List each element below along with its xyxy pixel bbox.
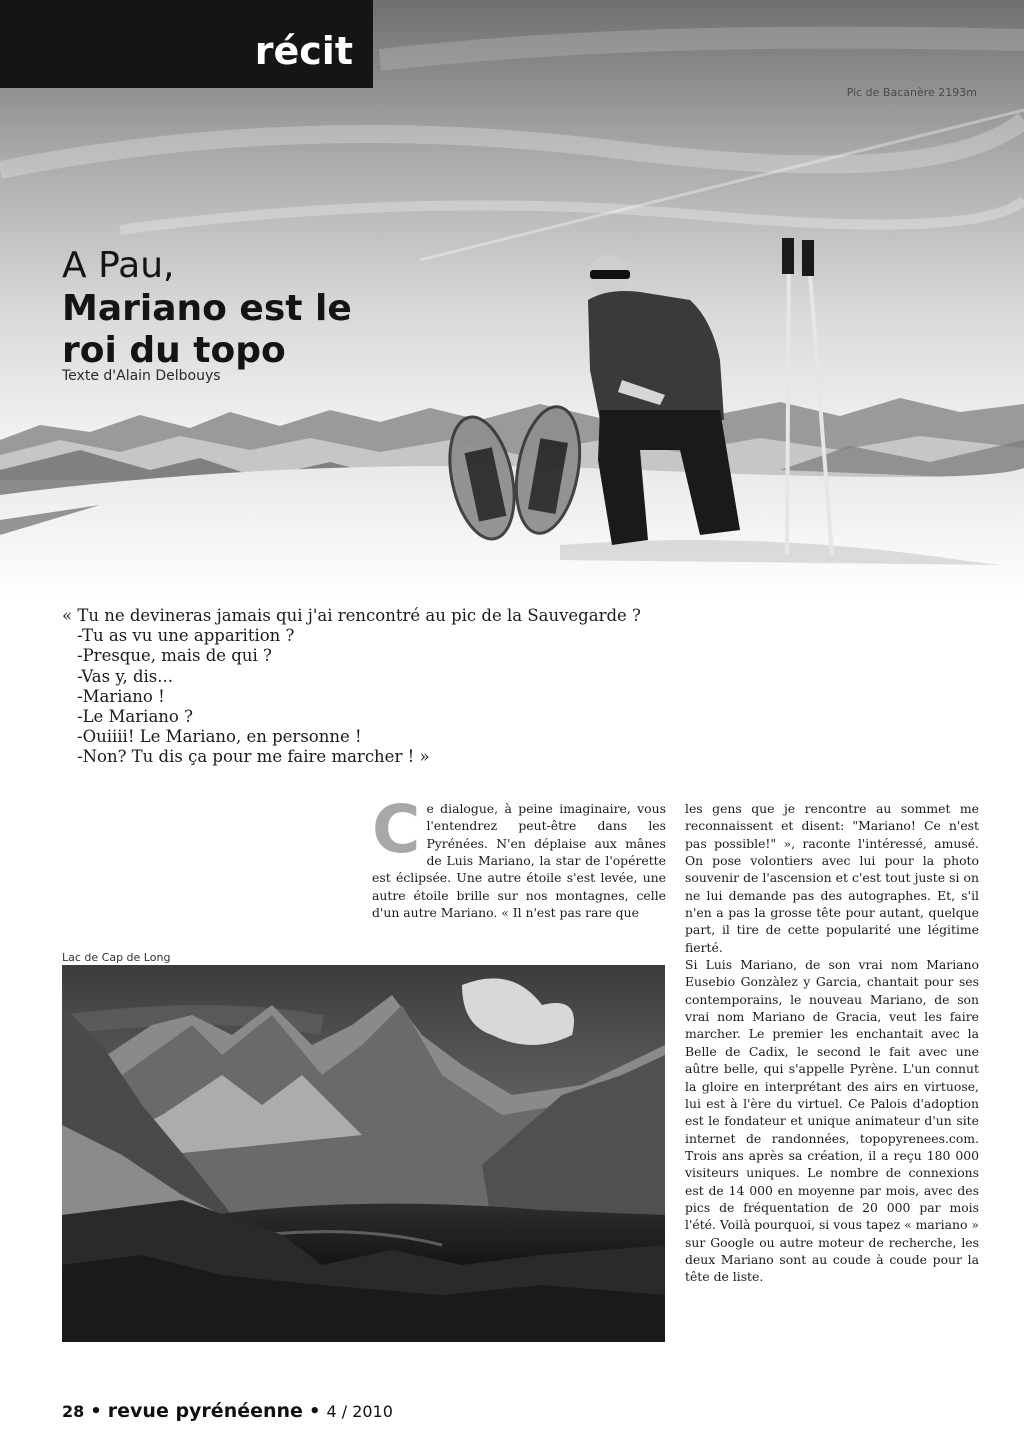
headline-line-3: roi du topo [62,330,286,371]
article-paragraph: les gens que je rencontre au sommet me reconnaissent et disent: "Mariano! Ce n'est pas possible!" », raconte l'intéressé, amusé. On pose volontiers avec lui pour la photo souvenir de l'ascension et c'est tout juste si on ne lui demande pas des autographes. Et, s'il n'en a pas la grosse tête pour autant, quelque part, il tire de cette popularité une légitime fierté. [685,801,979,955]
section-tab [0,0,373,88]
dialogue-line: -Presque, mais de qui ? [77,646,272,666]
dialogue-line: -Vas y, dis... [77,666,173,686]
section-label: récit [254,29,353,73]
dialogue-line: -Tu as vu une apparition ? [77,626,295,646]
article-text-col1: e dialogue, à peine imaginaire, vous l'entendrez peut-être dans les Pyrénées. N'en déplaise aux mânes de Luis Mariano, la star de l'opérette est éclipsée. Une autre étoile s'est levée, une autre étoile brille sur nos montagnes, celle d'un autre Mariano. « Il n'est pas rare que [372,801,666,921]
headline-line-2: Mariano est le [62,288,352,329]
page-number: 28 [62,1402,85,1421]
dialogue-line: -Mariano ! [77,686,165,706]
article-paragraph: Si Luis Mariano, de son vrai nom Mariano Eusebio Gonzàlez y Garcia, chantait pour ses contemporains, le nouveau Mariano, de son vrai nom Mariano de Gracia, veut les faire marcher. Le premier les enchantait avec la Belle de Cadix, le second le fait avec une aûtre belle, qui s'appelle Pyrène. L'un connut la gloire en interprétant des airs en virtuose, lui est à l'ère du virtuel. Ce Palois d'adoption est le fondateur et unique animateur d'un site internet de randonnées, topopyrenees.com. Trois ans après sa création, il a reçu 180 000 visiteurs uniques. Le nombre de connexions est de 14 000 en moyenne par mois, avec des pics de fréquentation de 20 000 par mois l'été. Voilà pourquoi, si vous tapez « mariano » sur Google ou autre moteur de recherche, les deux Mariano sont au coude à coude pour la tête de liste. [685,957,979,1285]
lake-photo [62,965,665,1342]
dialogue-line: « Tu ne devineras jamais qui j'ai rencontré au pic de la Sauvegarde ? [62,606,641,625]
lake-photo-caption: Lac de Cap de Long [62,951,171,964]
issue-number: 4 / 2010 [326,1402,393,1421]
page-footer: 28 • revue pyrénéenne • 4 / 2010 [62,1400,393,1422]
dialogue-line: -Ouiiii! Le Mariano, en personne ! [77,727,362,747]
hero-photo-caption: Pic de Bacanère 2193m [846,86,977,99]
byline: Texte d'Alain Delbouys [62,368,221,384]
article-column-2 [685,800,979,1286]
magazine-name: revue pyrénéenne [107,1400,303,1422]
headline-line-1: A Pau, [62,245,175,286]
dialogue-line: -Non? Tu dis ça pour me faire marcher ! » [77,747,430,767]
dialogue-block [62,606,682,768]
article-column-1 [372,791,666,921]
headline [62,244,482,372]
drop-cap: C [372,791,421,868]
dialogue-line: -Le Mariano ? [77,707,193,727]
